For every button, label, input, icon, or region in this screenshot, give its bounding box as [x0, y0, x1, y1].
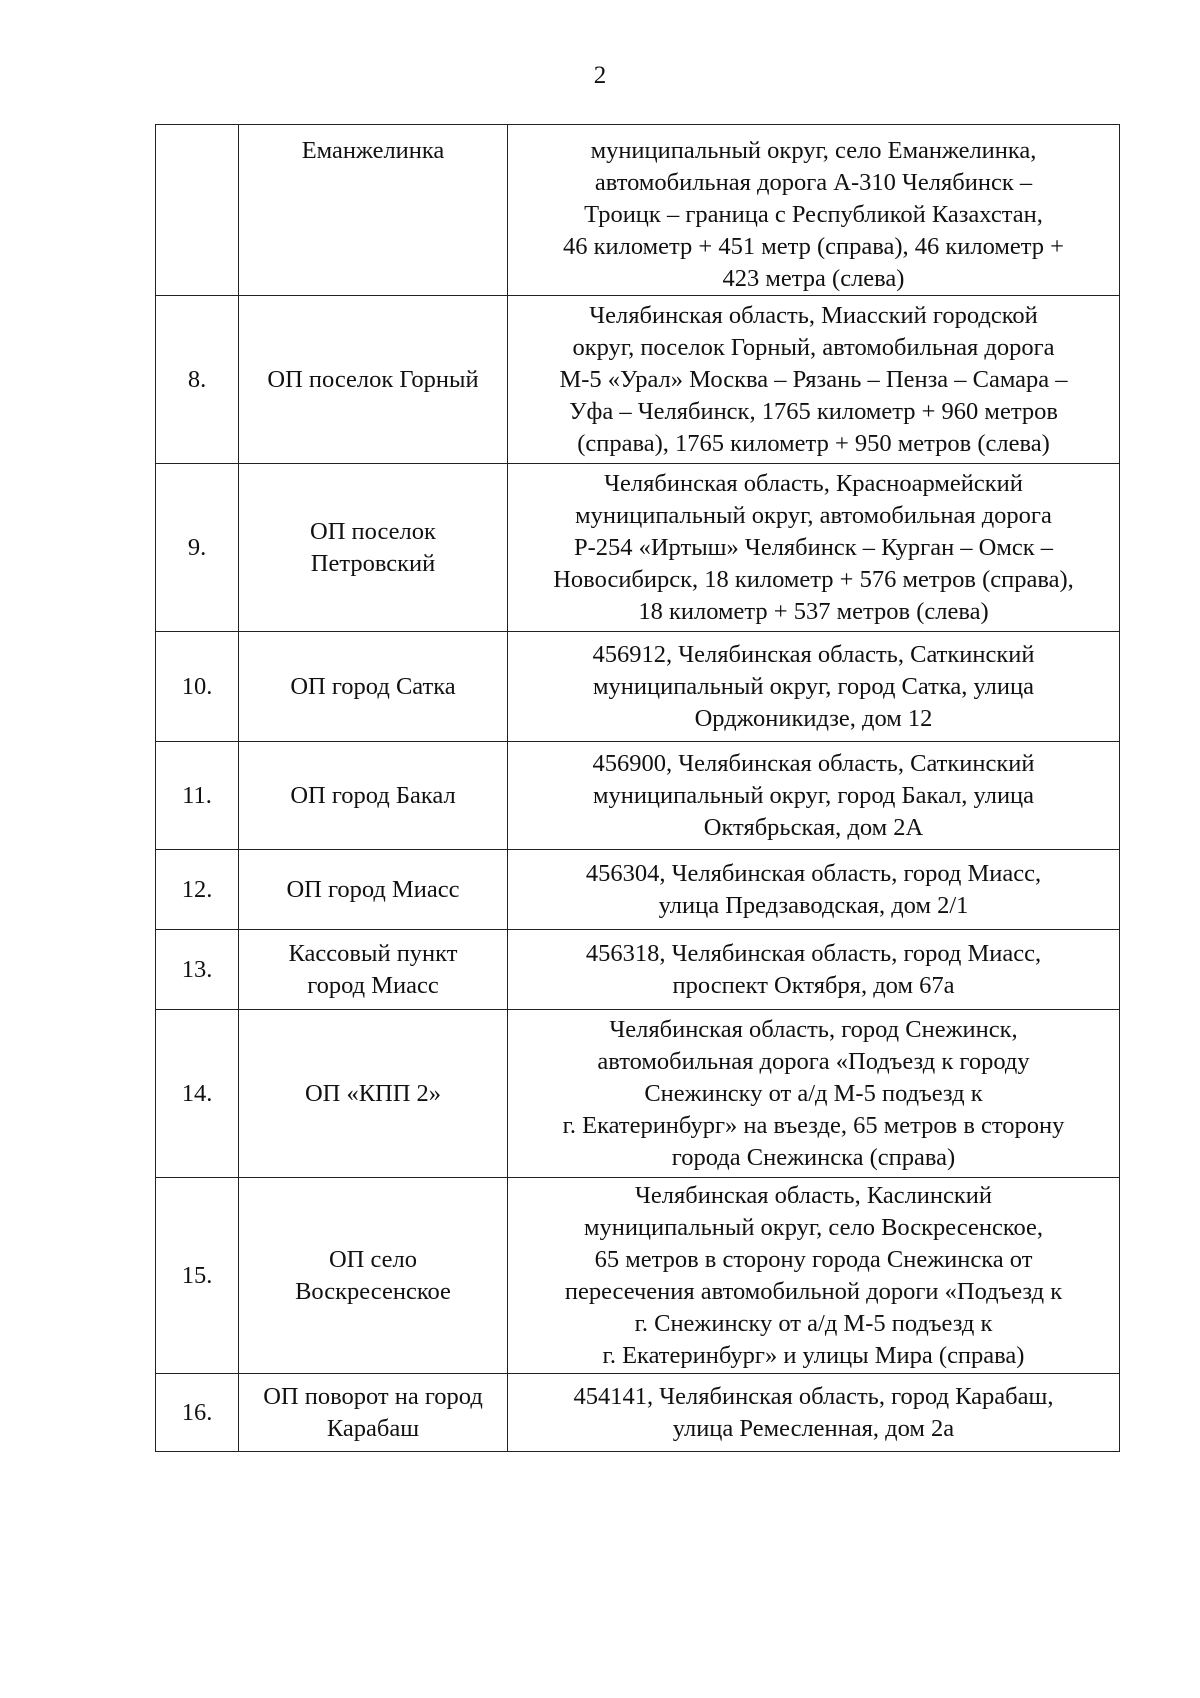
address-line: 46 километр + 451 метр (справа), 46 километр +	[562, 233, 1064, 260]
point-name-cell	[239, 850, 508, 930]
point-name-cell	[239, 930, 508, 1010]
address-line: муниципальный округ, город Бакал, улица	[592, 781, 1035, 809]
table-row	[156, 464, 1120, 632]
page-number: 2	[593, 62, 607, 89]
address-line: муниципальный округ, автомобильная дорога	[575, 501, 1052, 529]
table-row	[156, 742, 1120, 850]
address-line: улица Предзаводская, дом 2/1	[658, 891, 969, 919]
table-row	[156, 296, 1120, 464]
address-line: Новосибирск, 18 километр + 576 метров (справа),	[553, 565, 1074, 593]
point-name-line: ОП поворот на город	[263, 1382, 483, 1410]
point-name-line: ОП город Миасс	[286, 875, 460, 903]
address-cell	[508, 930, 1120, 1010]
point-name-line: ОП «КПП 2»	[304, 1079, 442, 1107]
address-line: муниципальный округ, село Воскресенское,	[583, 1213, 1044, 1241]
row-number-cell: 9.	[156, 464, 239, 632]
point-name-line: Карабаш	[326, 1414, 420, 1442]
address-line: округ, поселок Горный, автомобильная дорога	[572, 333, 1055, 361]
point-name-line: город Миасс	[307, 971, 439, 999]
address-line: Челябинская область, город Снежинск,	[609, 1015, 1018, 1043]
address-cell	[508, 850, 1120, 930]
address-line: 65 метров в сторону города Снежинска от	[594, 1245, 1033, 1273]
address-cell	[508, 464, 1120, 632]
point-name-line: ОП поселок	[310, 517, 436, 545]
table-row	[156, 632, 1120, 742]
point-name-cell	[239, 464, 508, 632]
table-row	[156, 1178, 1120, 1374]
point-name-line: ОП село	[328, 1245, 418, 1273]
row-number-cell: 15.	[156, 1178, 239, 1374]
address-line: 456304, Челябинская область, город Миасс,	[585, 859, 1042, 887]
address-cell	[508, 742, 1120, 850]
point-name-line: Воскресенское	[295, 1277, 451, 1305]
point-name-cell	[239, 632, 508, 742]
point-name-cell	[239, 742, 508, 850]
address-line: муниципальный округ, город Сатка, улица	[593, 672, 1034, 700]
address-line: Р-254 «Иртыш» Челябинск – Курган – Омск –	[573, 533, 1054, 561]
address-line: (справа), 1765 километр + 950 метров (слева)	[577, 429, 1050, 457]
address-line: Орджоникидзе, дом 12	[694, 704, 933, 732]
table-row	[156, 1010, 1120, 1178]
address-line: Октябрьская, дом 2А	[703, 813, 924, 841]
point-name-line: Кассовый пункт	[288, 939, 458, 967]
address-cell	[508, 296, 1120, 464]
address-line: М-5 «Урал» Москва – Рязань – Пенза – Самара –	[559, 365, 1068, 393]
address-line: Снежинску от а/д М-5 подъезд к	[644, 1079, 983, 1107]
table-row	[156, 1374, 1120, 1452]
address-line: муниципальный округ, село Еманжелинка,	[590, 137, 1037, 164]
address-line: г. Екатеринбург» и улицы Мира (справа)	[602, 1341, 1025, 1369]
table-body	[156, 125, 1120, 1452]
point-name-line: Петровский	[310, 549, 436, 577]
row-number-cell: 10.	[156, 632, 239, 742]
address-line: автомобильная дорога А-310 Челябинск –	[594, 169, 1033, 196]
address-line: 456912, Челябинская область, Саткинский	[592, 640, 1035, 668]
address-line: 18 километр + 537 метров (слева)	[638, 597, 989, 625]
row-number-cell: 11.	[156, 742, 239, 850]
address-cell	[508, 1178, 1120, 1374]
address-line: 423 метра (слева)	[722, 265, 905, 292]
row-number-cell: 13.	[156, 930, 239, 1010]
table-row	[156, 930, 1120, 1010]
address-line: 456900, Челябинская область, Саткинский	[592, 749, 1035, 777]
address-cell	[508, 1010, 1120, 1178]
row-number-cell: 16.	[156, 1374, 239, 1452]
address-line: Уфа – Челябинск, 1765 километр + 960 метров	[569, 397, 1058, 425]
point-name-cell	[239, 1010, 508, 1178]
table-row	[156, 125, 1120, 296]
address-line: проспект Октября, дом 67а	[672, 971, 955, 999]
point-name-cell	[239, 125, 508, 296]
address-line: Челябинская область, Красноармейский	[604, 469, 1023, 497]
point-name-line: Еманжелинка	[301, 137, 445, 164]
address-line: автомобильная дорога «Подъезд к городу	[597, 1047, 1030, 1075]
row-number-cell: 14.	[156, 1010, 239, 1178]
address-line: 456318, Челябинская область, город Миасс,	[585, 939, 1042, 967]
address-line: пересечения автомобильной дороги «Подъезд к	[564, 1277, 1063, 1305]
address-line: города Снежинска (справа)	[671, 1143, 956, 1171]
point-name-cell	[239, 1178, 508, 1374]
address-line: Челябинская область, Миасский городской	[589, 301, 1038, 329]
point-name-line: ОП город Сатка	[290, 672, 456, 700]
address-cell	[508, 1374, 1120, 1452]
address-line: Челябинская область, Каслинский	[634, 1181, 993, 1209]
address-line: улица Ремесленная, дом 2а	[672, 1414, 955, 1442]
point-name-cell	[239, 296, 508, 464]
address-line: г. Снежинску от а/д М-5 подъезд к	[634, 1309, 993, 1337]
table-row	[156, 850, 1120, 930]
address-line: 454141, Челябинская область, город Карабаш,	[573, 1382, 1054, 1410]
address-cell	[508, 125, 1120, 296]
address-line: Троицк – граница с Республикой Казахстан,	[584, 201, 1043, 228]
point-name-cell	[239, 1374, 508, 1452]
address-cell	[508, 632, 1120, 742]
row-number-cell: 8.	[156, 296, 239, 464]
row-number-cell	[156, 125, 239, 296]
points-table	[155, 124, 1120, 1452]
point-name-line: ОП поселок Горный	[267, 365, 479, 393]
row-number-cell: 12.	[156, 850, 239, 930]
address-line: г. Екатеринбург» на въезде, 65 метров в сторону	[562, 1111, 1065, 1139]
point-name-line: ОП город Бакал	[290, 781, 456, 809]
